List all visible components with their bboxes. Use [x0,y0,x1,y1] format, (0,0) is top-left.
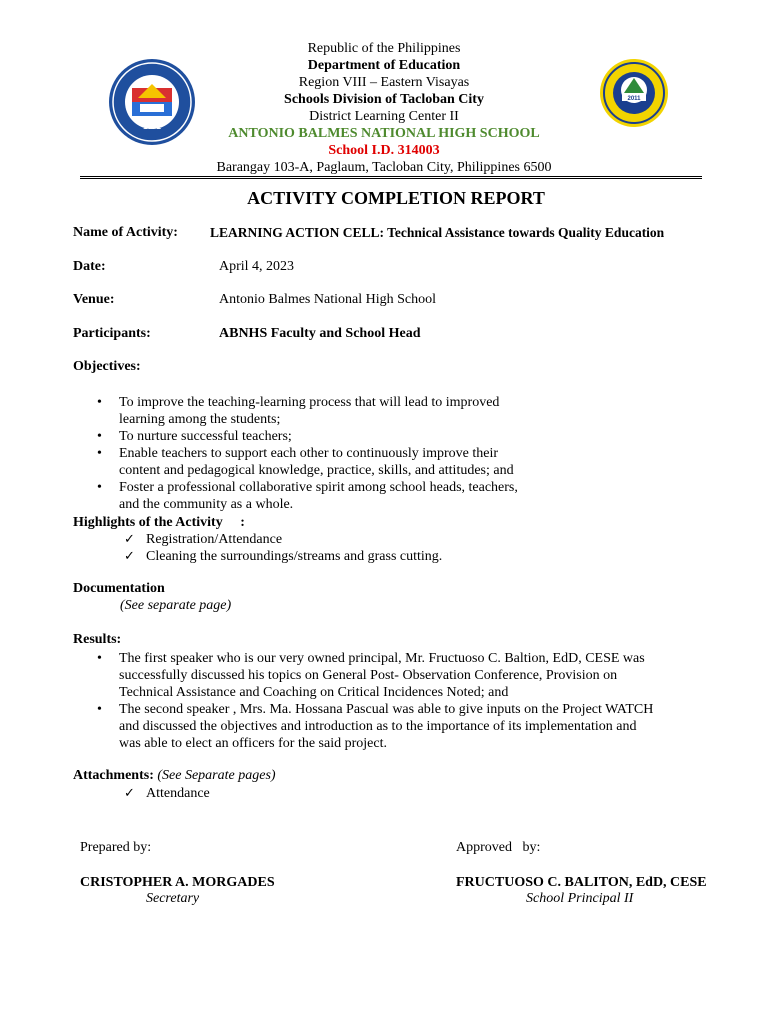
venue-value: Antonio Balmes National High School [219,292,436,307]
approved-by-label: Approved by: [456,840,541,855]
attachment-item: ✓ Attendance [124,785,424,802]
objectives-list [73,394,633,513]
objective-item: • Enable teachers to support each other to continuously improve their content and pedagogical knowledge, practice, skills, and attitudes; and [73,445,633,479]
date-value: April 4, 2023 [219,259,295,274]
prepared-by-name: CRISTOPHER A. MORGADES [80,875,275,890]
participants-value: ABNHS Faculty and School Head [219,326,421,341]
highlights-label: Highlights of the Activity : [73,515,245,530]
result-item: • The second speaker , Mrs. Ma. Hossana Pascual was able to give inputs on the Project WATCH and discussed the objectives and introduction as to the importance of its implementation and was able to elect an officers for the said project. [73,701,753,752]
header-department: Department of Education [307,58,461,73]
header-address: Barangay 103-A, Paglaum, Tacloban City, Philippines 6500 [216,160,552,175]
objective-item: • Foster a professional collaborative spirit among school heads, teachers, and the community as a whole. [73,479,633,513]
header-republic: Republic of the Philippines [307,41,461,56]
attachments-note: (See Separate pages) [157,768,276,783]
approved-by-name: FRUCTUOSO C. BALITON, EdD, CESE [456,875,707,890]
results-list [73,650,753,752]
venue-label: Venue: [73,292,115,307]
prepared-by-title: Secretary [146,891,200,906]
header-region: Region VIII – Eastern Visayas [298,75,470,90]
objective-item: • To improve the teaching-learning process that will lead to improved learning among the students; [73,394,633,428]
prepared-by-label: Prepared by: [80,840,152,855]
approved-by-title: School Principal II [526,891,634,906]
attachments-row [73,768,276,784]
header-divider-second [80,178,702,179]
activity-value: LEARNING ACTION CELL: Technical Assistance towards Quality Education [210,225,665,240]
highlight-item: ✓ Registration/Attendance [124,531,624,548]
participants-label: Participants: [73,326,151,341]
date-label: Date: [73,259,106,274]
highlight-item: ✓ Cleaning the surroundings/streams and grass cutting. [124,548,624,565]
results-label: Results: [73,632,122,647]
objective-item: • To nurture successful teachers; [73,428,633,445]
documentation-label: Documentation [73,581,165,596]
highlights-list [124,531,624,565]
header-divider [80,176,702,177]
report-title: ACTIVITY COMPLETION REPORT [247,188,545,208]
documentation-note: (See separate page) [120,598,232,613]
objectives-label: Objectives: [73,359,141,374]
attachments-list [124,785,424,802]
header-division: Schools Division of Tacloban City [284,92,484,107]
result-item: • The first speaker who is our very owned principal, Mr. Fructuoso C. Baltion, EdD, CESE was successfully discussed his topics on General Post- Observation Conference, Provision on Technical Assistance and Coaching on Critical Incidences Noted; and [73,650,753,701]
attachments-label: Attachments: [73,768,154,783]
header-school-name: ANTONIO BALMES NATIONAL HIGH SCHOOL [228,126,540,141]
left-logo-year: 1971 [143,122,161,131]
activity-label: Name of Activity: [73,225,178,240]
header-school-id: School I.D. 314003 [328,143,440,158]
header-district: District Learning Center II [309,109,459,124]
right-logo-year: 2011 [627,96,641,102]
